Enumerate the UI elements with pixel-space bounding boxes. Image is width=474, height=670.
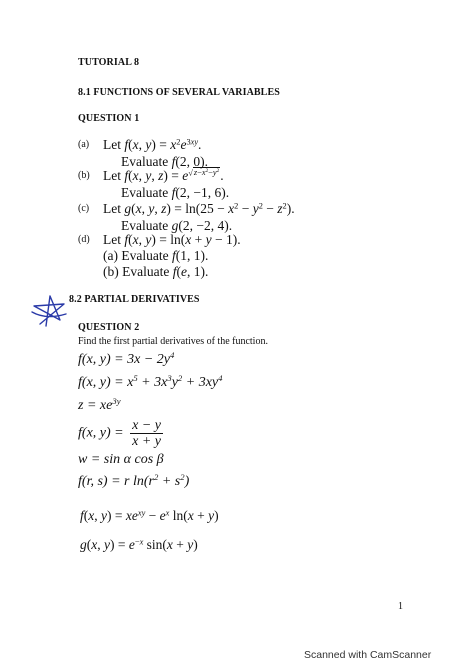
- question-2-heading: QUESTION 2: [78, 322, 140, 333]
- page-number: 1: [398, 601, 403, 612]
- part-b-evaluate: Evaluate f(2, −1, 6).: [121, 185, 230, 200]
- part-c-definition: Let g(x, y, $z) = \ln(25 - x^2 - y^2 - z^2)$.: [103, 201, 295, 216]
- function-7: f(x, $y) = xe^{xy} - e^x$ ln(x + y): [80, 508, 219, 523]
- part-c-label: (c): [78, 203, 90, 214]
- part-c-evaluate: Evaluate g(2, −2, 4).: [121, 218, 233, 233]
- question-1-heading: QUESTION 1: [78, 113, 140, 124]
- scanner-footer: Scanned with CamScanner: [304, 649, 432, 661]
- function-5: w = sin α cos β: [78, 452, 164, 467]
- function-4: f(x, y) = $\frac{x - y}{x + y}$: [78, 418, 161, 449]
- function-6: f(r, s) = r $\ln(r^2 + s^2)$: [78, 472, 190, 489]
- handwritten-star-mark-icon: [26, 290, 70, 330]
- tutorial-title: TUTORIAL 8: [78, 57, 140, 68]
- function-1: f(x, $y) = 3x - 2y^4$: [78, 350, 175, 367]
- section-heading-partial-derivatives: 8.2 PARTIAL DERIVATIVES: [69, 294, 200, 305]
- section-heading-functions: 8.1 FUNCTIONS OF SEVERAL VARIABLES: [78, 87, 280, 98]
- part-b-definition: Let f(x, y, $z) = e^{√z-x^2-y^2}$.: [103, 168, 224, 183]
- question-2-instruction: Find the first partial derivatives of the function.: [78, 336, 268, 347]
- function-8: g(x, $y) = e^{-x}$ sin(x + y): [80, 537, 198, 552]
- function-2: f(x, $y) = x^5 + 3x^3y^2 + 3xy^4$: [78, 373, 223, 390]
- part-d-label: (d): [78, 234, 90, 245]
- part-a-evaluate: Evaluate f(2, 0).: [121, 154, 208, 169]
- part-b-label: (b): [78, 170, 90, 181]
- part-a-definition: Let f(x, $y) = x^2e^{3xy}$.: [103, 137, 202, 152]
- part-a-label: (a): [78, 139, 90, 150]
- function-3: $z = xe^{3y}$: [78, 396, 121, 413]
- part-d-evaluate-1: (a) Evaluate f(1, 1).: [103, 248, 209, 263]
- part-d-evaluate-2: (b) Evaluate f(e, 1).: [103, 264, 209, 279]
- part-d-definition: Let f(x, y) = ln(x + y − 1).: [103, 232, 241, 247]
